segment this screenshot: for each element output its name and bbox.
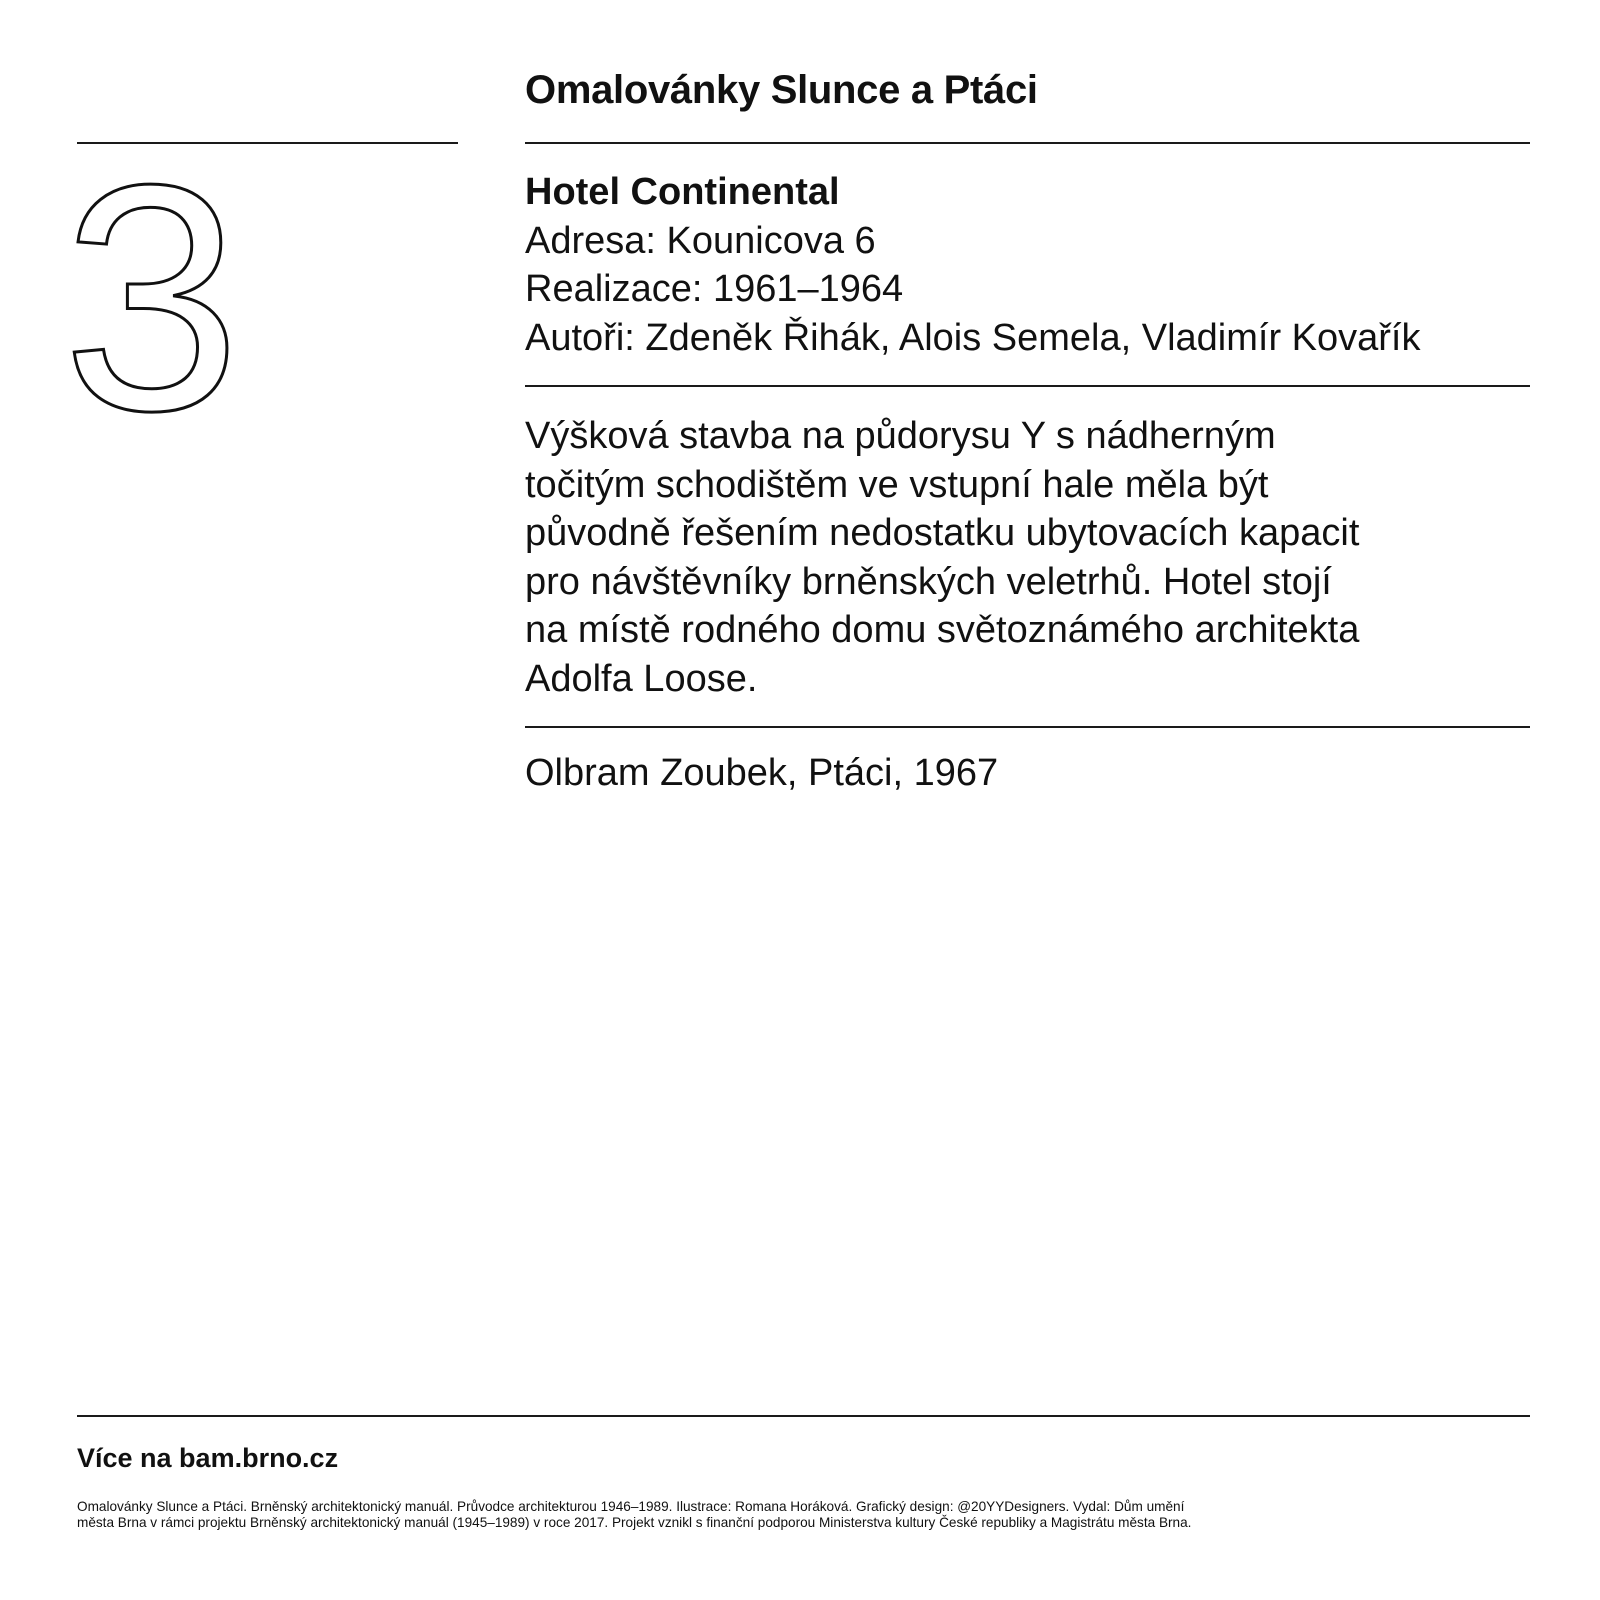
- divider-description: [525, 726, 1530, 728]
- entry-description: [525, 412, 1505, 703]
- description-line: na místě rodného domu světoznámého architekta: [525, 609, 1360, 651]
- divider-info: [525, 385, 1530, 387]
- description-line: točitým schodištěm ve vstupní hale měla být: [525, 463, 1269, 506]
- entry-info: [525, 168, 1421, 362]
- more-info-link[interactable]: Více na bam.brno.cz: [77, 1443, 339, 1473]
- entry-address: Adresa: Kounicova 6: [525, 219, 876, 262]
- colophon: [77, 1499, 1537, 1531]
- page-title: Omalovánky Slunce a Ptáci: [525, 68, 1038, 112]
- entry-authors: Autoři: Zdeněk Řihák, Alois Semela, Vladimír Kovařík: [525, 316, 1421, 359]
- description-line: původně řešením nedostatku ubytovacích kapacit: [525, 512, 1360, 554]
- description-line: pro návštěvníky brněnských veletrhů. Hotel stojí: [525, 560, 1332, 603]
- colophon-line: města Brna v rámci projektu Brněnský architektonický manuál (1945–1989) v roce 2017. Projekt vznikl s finanční podporou Ministerstva kultury České republiky a Magistrátu města Brna.: [77, 1515, 1192, 1530]
- divider-right-top: [525, 142, 1530, 144]
- description-line: Adolfa Loose.: [525, 657, 758, 700]
- description-line: Výšková stavba na půdorysu Y s nádherným: [525, 415, 1276, 457]
- artwork-credit: Olbram Zoubek, Ptáci, 1967: [525, 752, 999, 794]
- colophon-line: Omalovánky Slunce a Ptáci. Brněnský architektonický manuál. Průvodce architekturou 1946–1989. Ilustrace: Romana Horáková. Grafický design: @20YYDesigners. Vydal: Dům umění: [77, 1499, 1185, 1514]
- entry-realization: Realizace: 1961–1964: [525, 268, 904, 310]
- entry-name: Hotel Continental: [525, 171, 840, 213]
- entry-number: 3: [62, 119, 242, 478]
- divider-footer: [77, 1415, 1530, 1417]
